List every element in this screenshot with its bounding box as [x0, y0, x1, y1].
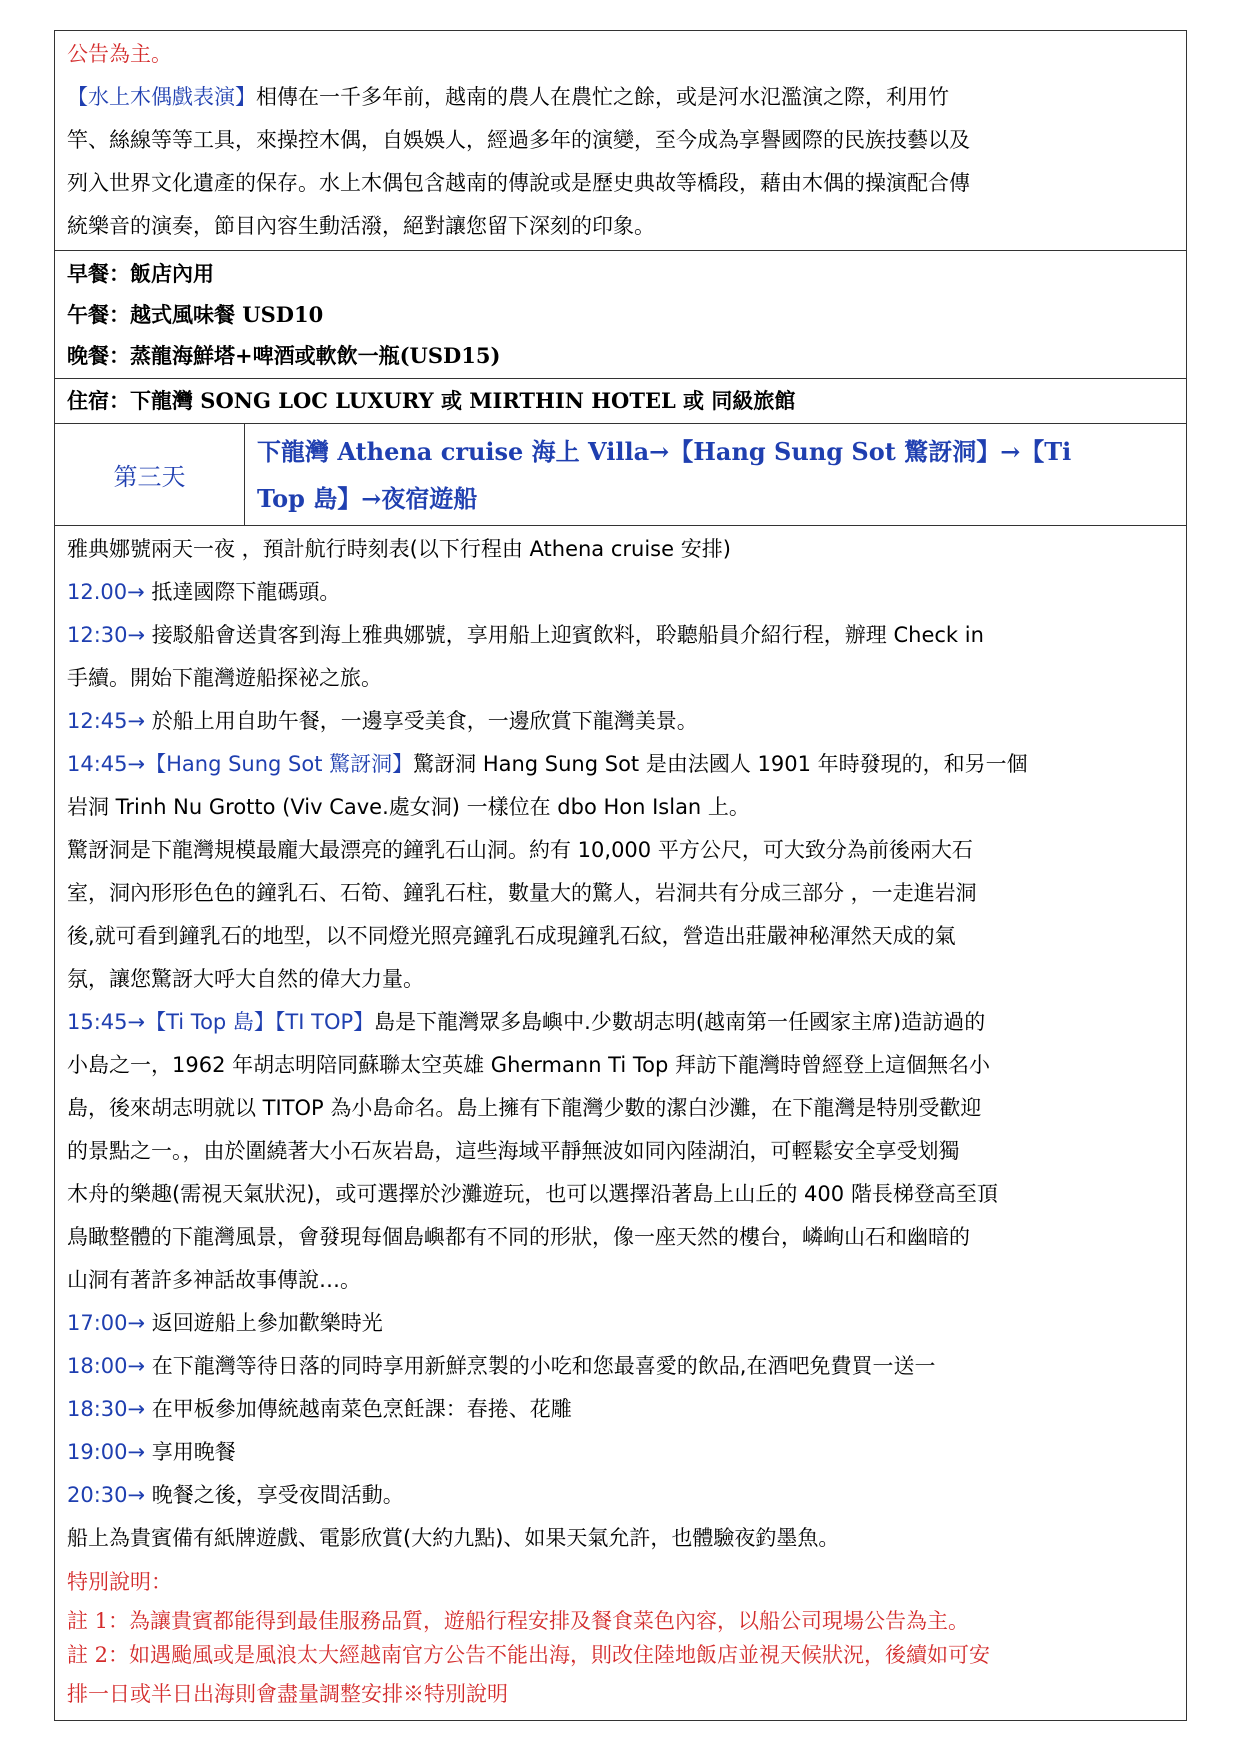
titop-line-2: 小島之一，1962 年胡志明陪同蘇聯太空英雄 Ghermann Ti Top 拜訪下龍灣時曾經登上這個無名小: [67, 1053, 990, 1077]
schedule-1230: 12:30→ 接駁船會送貴客到海上雅典娜號，享用船上迎賓飲料，聆聽船員介紹行程，辦理 Check in: [67, 623, 984, 647]
schedule-1445: 14:45→【Hang Sung Sot 驚訝洞】驚訝洞 Hang Sung Sot 是由法國人 1901 年時發現的，和另一個: [67, 752, 1028, 776]
titop-line-5: 木舟的樂趣(需視天氣狀況)，或可選擇於沙灘遊玩，也可以選擇沿著島上山丘的 400 階長梯登高至頂: [67, 1182, 998, 1206]
note-1: 註 1：為讓貴賓都能得到最佳服務品質，遊船行程安排及餐食菜色內容，以船公司現場公告為主。: [67, 1609, 970, 1633]
cave-line-1: 驚訝洞是下龍灣規模最龐大最漂亮的鐘乳石山洞。約有 10,000 平方公尺，可大致分為前後兩大石: [67, 838, 973, 862]
schedule-1245: 12:45→ 於船上用自助午餐，一邊享受美食，一邊欣賞下龍灣美景。: [67, 709, 698, 733]
day-title-line-1: 下龍灣 Athena cruise 海上 Villa→【Hang Sung Sot 驚訝洞】→【Ti: [257, 437, 1072, 466]
cave-line-3: 後,就可看到鐘乳石的地型，以不同燈光照亮鐘乳石成現鐘乳石紋，營造出莊嚴神秘渾然天成的氣: [67, 924, 956, 948]
meals-section: [55, 251, 1186, 379]
cave-line-2: 室，洞內形形色色的鐘乳石、石筍、鐘乳石柱，數量大的驚人，岩洞共有分成三部分 ，一走進岩洞: [67, 881, 977, 905]
puppet-line-4: 統樂音的演奏，節目內容生動活潑，絕對讓您留下深刻的印象。: [67, 214, 655, 238]
schedule-intro: 雅典娜號兩天一夜 ，預計航行時刻表(以下行程由 Athena cruise 安排): [67, 537, 731, 561]
note-2-cont: 排一日或半日出海則會盡量調整安排※特別說明: [67, 1682, 508, 1706]
lunch: 午餐：越式風味餐 USD10: [67, 302, 324, 327]
puppet-line-2: 竿、絲線等等工具，來操控木偶，自娛娛人，經過多年的演變，至今成為享譽國際的民族技藝以及: [67, 128, 970, 152]
schedule-1545: 15:45→【Ti Top 島】【TI TOP】島是下龍灣眾多島嶼中.少數胡志明(越南第一任國家主席)造訪過的: [67, 1010, 986, 1034]
onboard-activities: 船上為貴賓備有紙牌遊戲、電影欣賞(大約九點)、如果天氣允許，也體驗夜釣墨魚。: [67, 1526, 840, 1550]
day-title-line-2: Top 島】→夜宿遊船: [257, 484, 478, 513]
note-2: 註 2：如遇颱風或是風浪太大經越南官方公告不能出海，則改住陸地飯店並視天候狀況，後續如可安: [67, 1643, 991, 1667]
notes-heading: 特別說明：: [67, 1570, 172, 1594]
schedule-1830: 18:30→ 在甲板參加傳統越南菜色烹飪課：春捲、花雕: [67, 1397, 572, 1421]
puppet-line-1: 【水上木偶戲表演】相傳在一千多年前，越南的農人在農忙之餘，或是河水氾濫演之際，利用竹: [67, 85, 949, 109]
schedule-1445-cont: 岩洞 Trinh Nu Grotto (Viv Cave.處女洞) 一樣位在 dbo Hon Islan 上。: [67, 795, 750, 819]
breakfast: 早餐：飯店內用: [67, 261, 214, 286]
schedule-2030: 20:30→ 晚餐之後，享受夜間活動。: [67, 1483, 404, 1507]
accommodation-section: [55, 379, 1186, 424]
puppet-show-title: 【水上木偶戲表演】: [67, 85, 256, 109]
puppet-line-3: 列入世界文化遺產的保存。水上木偶包含越南的傳說或是歷史典故等橋段，藉由木偶的操演配合傳: [67, 171, 970, 195]
itinerary-table: [54, 30, 1187, 1721]
day-label: 第三天: [55, 424, 245, 525]
schedule-1900: 19:00→ 享用晚餐: [67, 1440, 236, 1464]
titop-line-3: 島，後來胡志明就以 TITOP 為小島命名。島上擁有下龍灣少數的潔白沙灘，在下龍灣是特別受歡迎: [67, 1096, 982, 1120]
titop-line-7: 山洞有著許多神話故事傳說…。: [67, 1268, 361, 1292]
schedule-1200: 12.00→ 抵達國際下龍碼頭。: [67, 580, 341, 604]
announcement-tail: 公告為主。: [67, 42, 172, 66]
special-notes: [67, 1560, 1174, 1716]
schedule-1800: 18:00→ 在下龍灣等待日落的同時享用新鮮烹製的小吃和您最喜愛的飲品,在酒吧免費買一送一: [67, 1354, 936, 1378]
titop-line-4: 的景點之一。，由於圍繞著大小石灰岩島，這些海域平靜無波如同內陸湖泊，可輕鬆安全享受划獨: [67, 1139, 960, 1163]
schedule-1230-cont: 手續。開始下龍灣遊船探祕之旅。: [67, 666, 382, 690]
day3-header: [55, 424, 1186, 526]
hotel: 住宿：下龍灣 SONG LOC LUXURY 或 MIRTHIN HOTEL 或 同級旅館: [67, 388, 796, 413]
schedule-1700: 17:00→ 返回遊船上參加歡樂時光: [67, 1311, 383, 1335]
cave-line-4: 氛，讓您驚訝大呼大自然的偉大力量。: [67, 967, 424, 991]
day-title: [245, 424, 1186, 525]
schedule-section: [55, 526, 1186, 1720]
puppet-show-section: [55, 31, 1186, 251]
dinner: 晚餐：蒸龍海鮮塔+啤酒或軟飲一瓶(USD15): [67, 343, 501, 368]
titop-line-6: 鳥瞰整體的下龍灣風景，會發現每個島嶼都有不同的形狀，像一座天然的樓台，嶙峋山石和幽暗的: [67, 1225, 970, 1249]
